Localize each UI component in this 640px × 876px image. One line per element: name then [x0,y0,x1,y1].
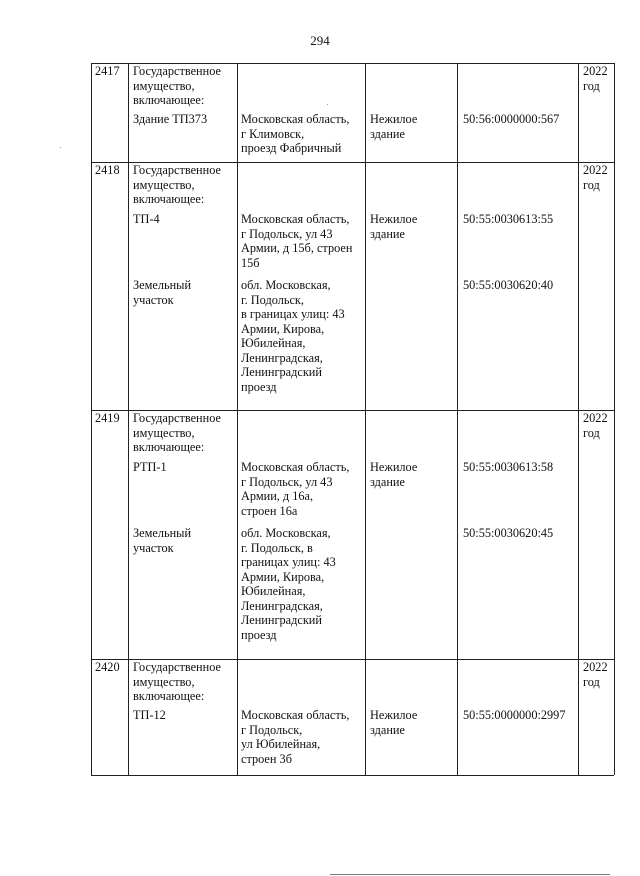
table-column-rule [457,63,458,775]
property-type: Нежилое здание [370,212,418,241]
cadastral-number: 50:55:0030613:55 [463,212,554,226]
table-column-rule [91,63,92,775]
record-year: 2022 год [583,64,608,93]
cadastral-number: 50:55:0000000:2997 [463,708,566,722]
table-column-rule [128,63,129,775]
record-number: 2417 [95,64,120,78]
record-number: 2420 [95,660,120,674]
property-address: обл. Московская, г. Подольск, в границах улиц: 43 Армии, Кирова, Юбилейная, Ленинградская, Ленинградский проезд [241,278,345,394]
property-name: Земельный участок [133,278,192,307]
table-row-rule [91,775,614,776]
record-header: Государственное имущество, включающее: [133,163,221,206]
property-type: Нежилое здание [370,708,418,737]
property-name: ТП-12 [133,708,166,722]
record-year: 2022 год [583,163,608,192]
property-name: Земельный участок [133,526,192,555]
record-header: Государственное имущество, включающее: [133,660,221,703]
cadastral-number: 50:56:0000000:567 [463,112,560,126]
property-type: Нежилое здание [370,460,418,489]
property-address: обл. Московская, г. Подольск, в границах улиц: 43 Армии, Кирова, Юбилейная, Ленинградская, Ленинградский проезд [241,526,336,642]
page-number: 294 [310,33,330,48]
record-number: 2418 [95,163,120,177]
cadastral-number: 50:55:0030620:40 [463,278,554,292]
scan-artifact [327,104,328,105]
record-header: Государственное имущество, включающее: [133,411,221,454]
property-name: РТП-1 [133,460,167,474]
cadastral-number: 50:55:0030620:45 [463,526,554,540]
table-column-rule [578,63,579,775]
property-address: Московская область, г Подольск, ул 43 Армии, д 15б, строен 15б [241,212,353,270]
property-address: Московская область, г Подольск, ул Юбилейная, строен 3б [241,708,350,766]
property-name: Здание ТП373 [133,112,208,126]
record-year: 2022 год [583,660,608,689]
scan-artifact [60,147,61,148]
property-type: Нежилое здание [370,112,418,141]
record-header: Государственное имущество, включающее: [133,64,221,107]
property-address: Московская область, г Климовск, проезд Фабричный [241,112,350,155]
scan-artifact [330,874,610,875]
registry-table [91,63,614,775]
table-column-rule [365,63,366,775]
record-year: 2022 год [583,411,608,440]
cadastral-number: 50:55:0030613:58 [463,460,554,474]
property-name: ТП-4 [133,212,160,226]
record-number: 2419 [95,411,120,425]
property-address: Московская область, г Подольск, ул 43 Армии, д 16а, строен 16а [241,460,350,518]
